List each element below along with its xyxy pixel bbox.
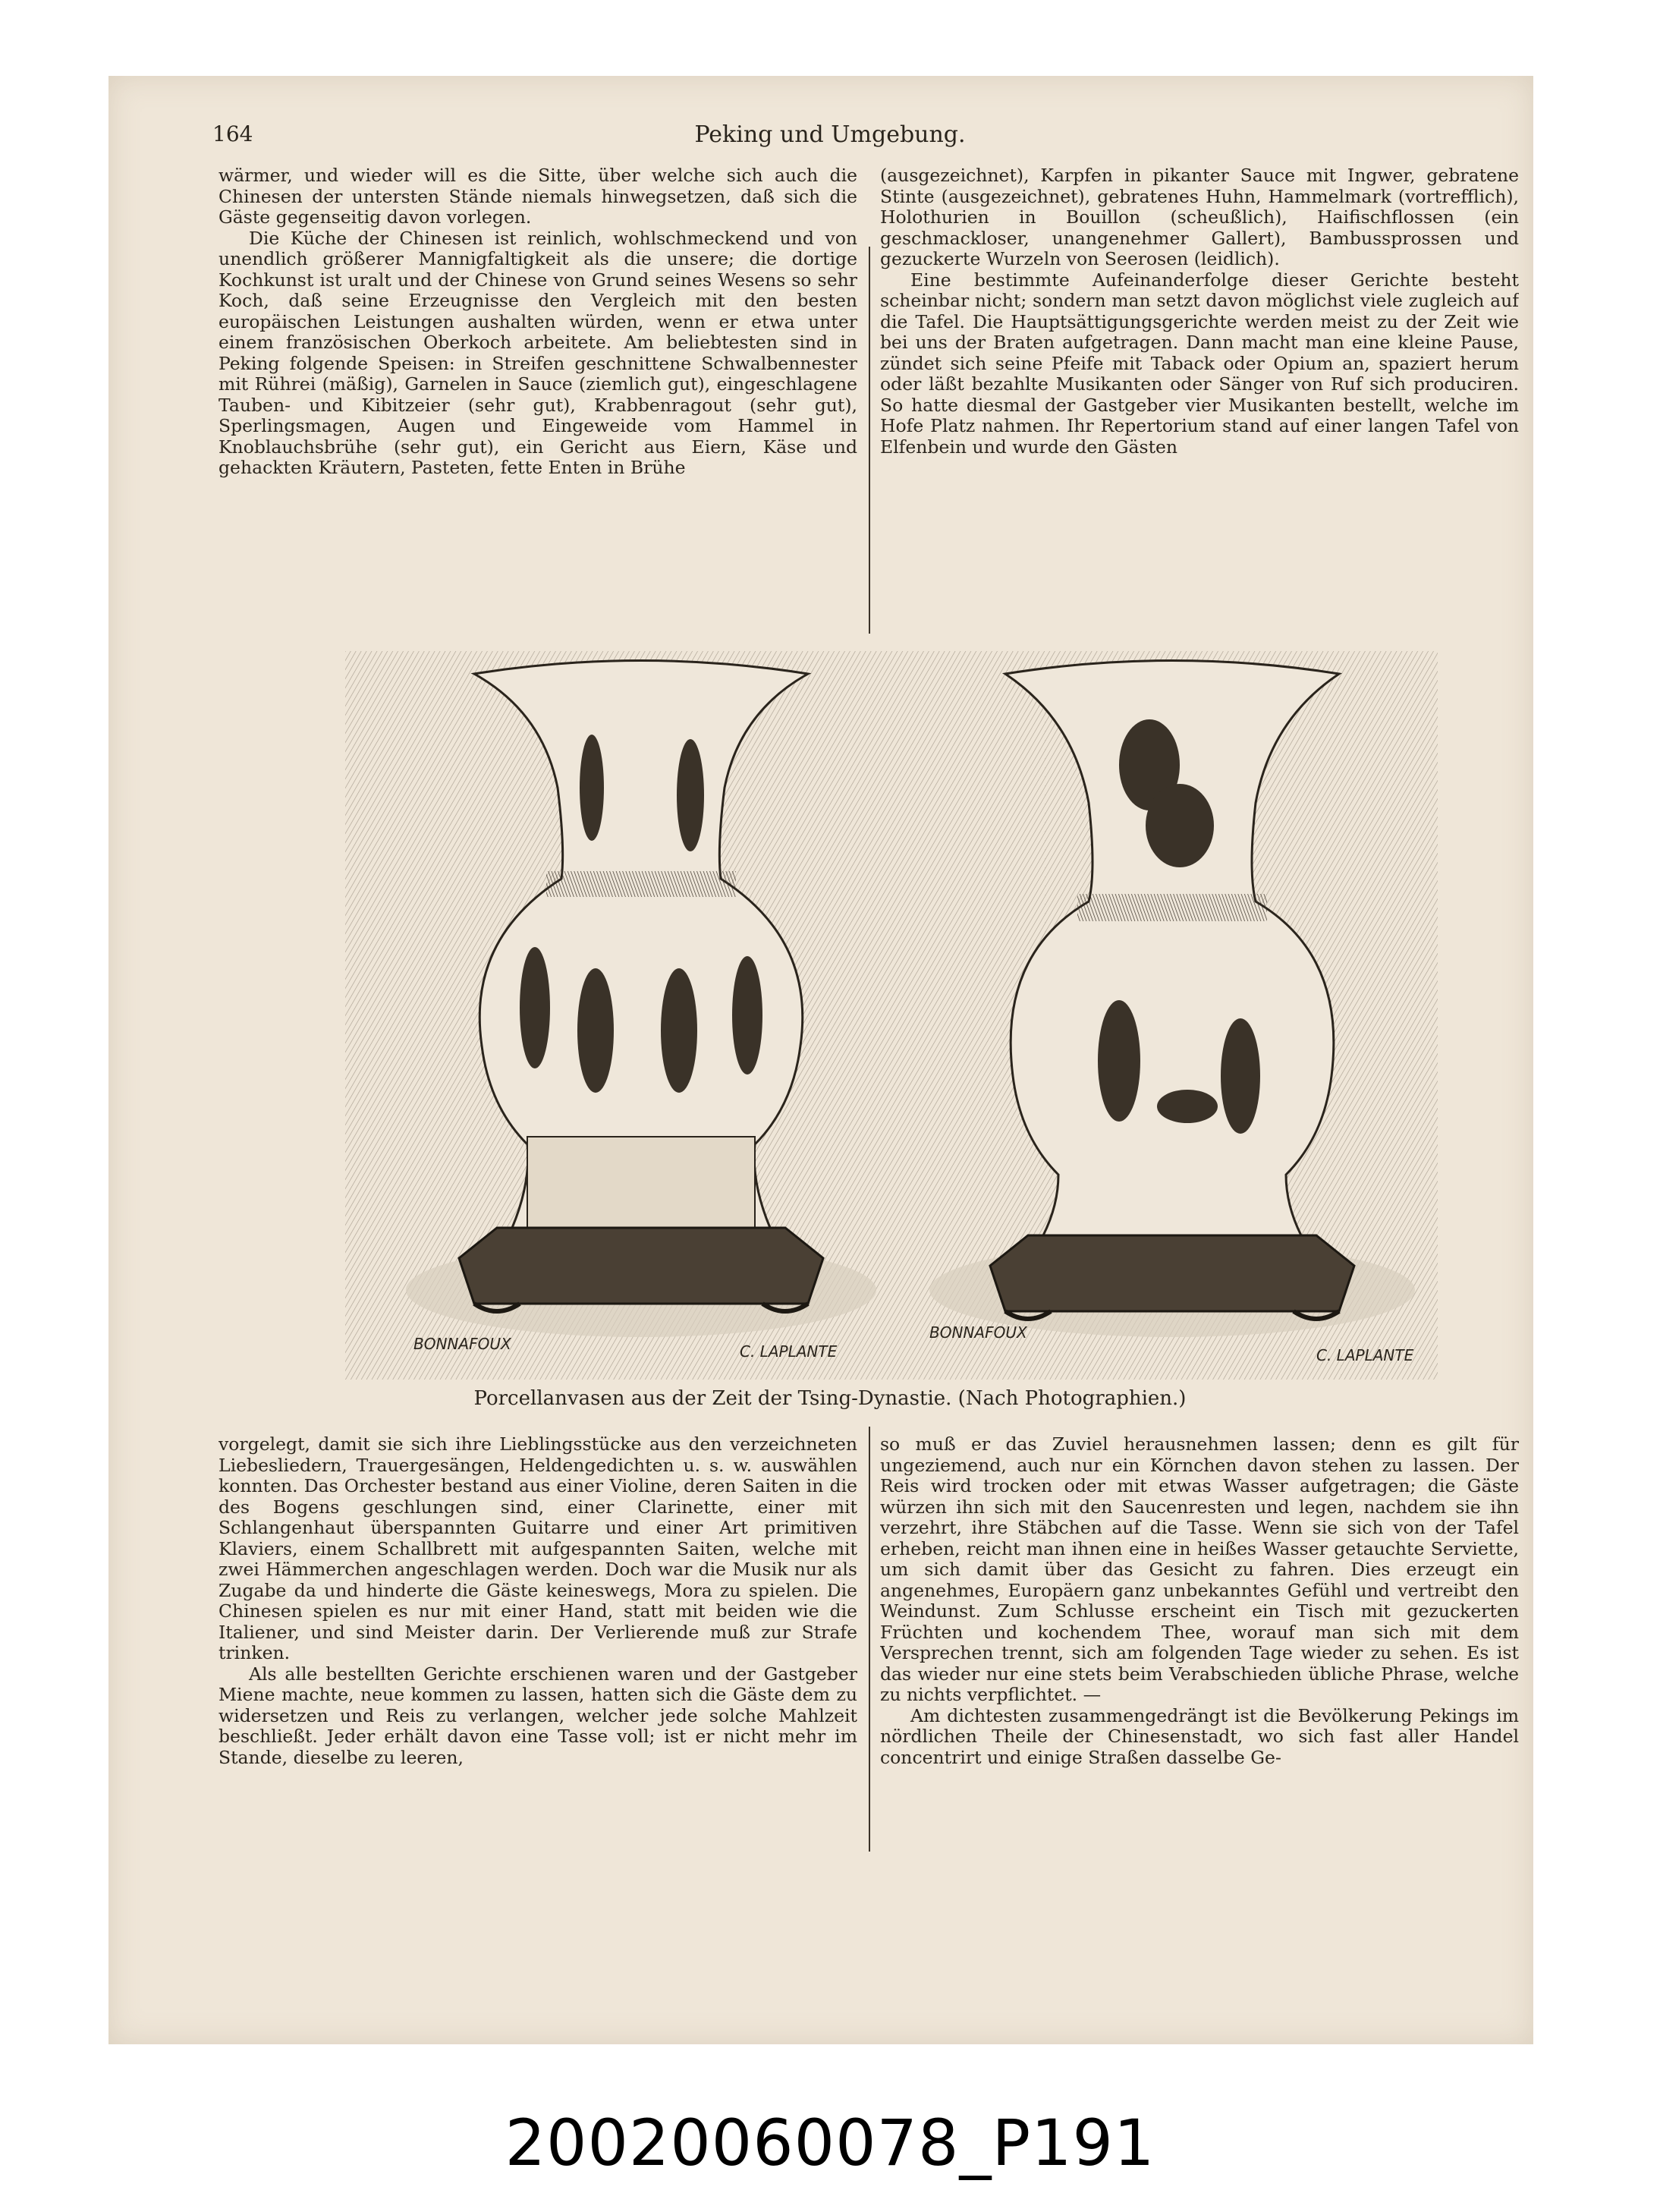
figure-caption: Porcellanvasen aus der Zeit der Tsing-Dynastie. (Nach Photographien.): [473, 1387, 1187, 1410]
paragraph: vorgelegt, damit sie sich ihre Lieblingsstücke aus den verzeichneten Liebesliedern, Trauergesängen, Heldengedichten u. s. w. auswählen konnten. Das Orchester bestand aus einer Violine, deren Saiten in die des Bogens geschlungen sind, einer Clarinette, einer mit Schlangenhaut überspannten Guitarre und einer Art primitiven Klaviers, einem Schallbrett mit aufgespannten Saiten, welche mit zwei Hämmerchen angeschlagen werden. Doch war die Musik nur als Zugabe da und hinderte die Gäste keineswegs, Mora zu spielen. Die Chinesen spielen es nur mit einer Hand, statt mit beiden wie die Italiener, und sind Meister darin. Der Verlierende muß zur Strafe trinken.: [219, 1434, 857, 1663]
top-left-column: [219, 165, 857, 640]
engraver-signature: BONNAFOUX: [929, 1323, 1027, 1342]
paragraph: Eine bestimmte Aufeinanderfolge dieser Gerichte besteht scheinbar nicht; sondern man setzt davon möglichst viele zugleich auf die Tafel. Die Hauptsättigungsgerichte werden meist zu der Zeit wie bei uns der Braten aufgetragen. Dann macht man eine kleine Pause, zündet sich seine Pfeife mit Taback oder Opium an, spaziert herum oder läßt bezahlte Musikanten oder Sänger von Ruf sich produciren. So hatte diesmal der Gastgeber vier Musikanten bestellt, welche im Hofe Platz nahmen. Ihr Repertorium stand auf einer langen Tafel von Elfenbein und wurde den Gästen: [880, 269, 1519, 458]
running-title: Peking und Umgebung.: [694, 121, 966, 148]
paragraph: wärmer, und wieder will es die Sitte, über welche sich auch die Chinesen der untersten Stände niemals hinwegsetzen, daß sich die Gäste gegenseitig davon vorlegen.: [219, 165, 857, 228]
paragraph: so muß er das Zuviel herausnehmen lassen; denn es gilt für ungeziemend, auch nur ein Körnchen davon stehen zu lassen. Der Reis wird trocken oder mit etwas Wasser aufgetragen; die Gäste würzen ihn sich mit den Saucenresten und legen, nachdem sie ihn verzehrt, ihre Stäbchen auf die Tasse. Wenn sie sich von der Tafel erheben, reicht man ihnen eine in heißes Wasser getauchte Serviette, um sich damit über das Gesicht zu fahren. Dies erzeugt ein angenehmes, Europäern ganz unbekanntes Gefühl und vertreibt den Weindunst. Zum Schlusse erscheint ein Tisch mit gezuckerten Früchten und kochendem Thee, worauf man sich mit dem Versprechen trennt, sich am folgenden Tage wieder zu sehen. Es ist das wieder nur eine stets beim Verabschieden übliche Phrase, welche zu nichts verpflichtet. —: [880, 1434, 1519, 1705]
catalog-label: 20020060078_P191: [505, 2106, 1155, 2180]
engraver-signature: C. LAPLANTE: [1316, 1346, 1414, 1364]
running-head: [212, 121, 1448, 152]
bottom-left-column: [219, 1434, 857, 1855]
paragraph: Die Küche der Chinesen ist reinlich, wohlschmeckend und von unendlich größerer Mannigfaltigkeit als die unsere; die dortige Kochkunst ist uralt und der Chinese von Grund seines Wesens so sehr Koch, daß seine Erzeugnisse den Vergleich mit den besten europäischen Leistungen aushalten würden, wenn er etwa unter einem französischen Oberkoch arbeitete. Am beliebtesten sind in Peking folgende Speisen: in Streifen geschnittene Schwalbennester mit Rührei (mäßig), Garnelen in Sauce (ziemlich gut), eingeschlagene Tauben- und Kibitzeier (sehr gut), Krabbenragout (sehr gut), Sperlingsmagen, Augen und Eingeweide vom Hammel in Knoblauchsbrühe (sehr gut), ein Gericht aus Eiern, Käse und gehackten Kräutern, Pasteten, fette Enten in Brühe: [219, 227, 857, 478]
engraver-signature: C. LAPLANTE: [740, 1342, 838, 1361]
paragraph: Am dichtesten zusammengedrängt ist die Bevölkerung Pekings im nördlichen Theile der Chinesenstadt, wo sich fast aller Handel concentrirt und einige Straßen dasselbe Ge-: [880, 1704, 1519, 1768]
engraver-signature: BONNAFOUX: [413, 1335, 511, 1353]
vases-engraving: [345, 651, 1438, 1380]
top-right-column: [880, 165, 1519, 640]
paragraph: (ausgezeichnet), Karpfen in pikanter Sauce mit Ingwer, gebratene Stinte (ausgezeichnet), gebratenes Huhn, Hammelmark (vortrefflich), Holothurien in Bouillon (scheußlich), Haifischflossen (ein geschmackloser, unangenehmer Gallert), Bambussprossen und gezuckerte Wurzeln von Seerosen (leidlich).: [880, 165, 1519, 269]
page-number: 164: [212, 121, 253, 146]
paragraph: Als alle bestellten Gerichte erschienen waren und der Gastgeber Miene machte, neue kommen zu lassen, hatten sich die Gäste dem zu widersetzen und Reis zu verlangen, welcher jede solche Mahlzeit beschließt. Jeder erhält davon eine Tasse voll; ist er nicht mehr im Stande, dieselbe zu leeren,: [219, 1663, 857, 1768]
bottom-right-column: [880, 1434, 1519, 1855]
column-rule: [869, 1427, 870, 1852]
column-rule: [869, 247, 870, 634]
